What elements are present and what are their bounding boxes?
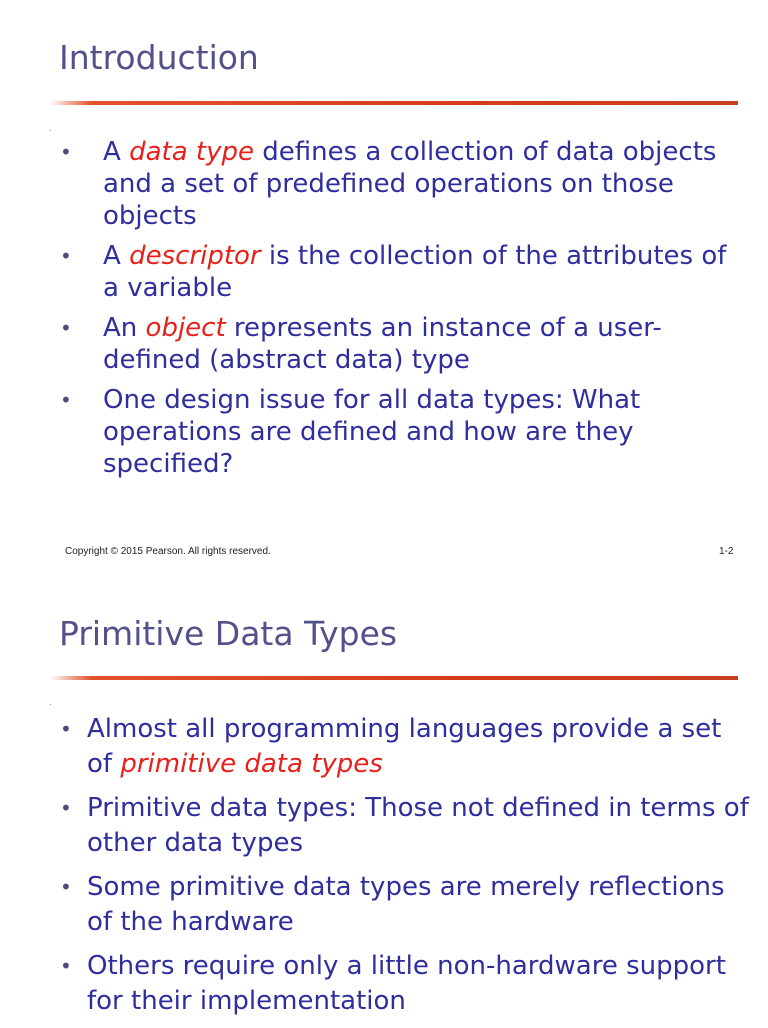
page-number: 1-2 (719, 546, 734, 557)
bullet-text: defines a collection of data objects and a set of predefined operations on those objects (103, 137, 717, 231)
emphasis-term: data type (129, 137, 254, 167)
bullet-text: A (103, 137, 130, 167)
decorative-tick (50, 130, 51, 131)
bullet-text: Almost all programming languages provide a set of (87, 714, 722, 779)
bullet-text: Some primitive data types are merely reflections of the hardware (87, 872, 725, 937)
bullet-text: A (103, 241, 130, 271)
bullet-item (60, 949, 750, 1019)
bullet-text: is the collection of the attributes of a variable (103, 241, 727, 303)
bullet-symbol: • (60, 954, 72, 978)
title-rule (50, 101, 738, 105)
bullet-text: Primitive data types: Those not defined in terms of other data types (87, 793, 749, 858)
decorative-tick (50, 704, 51, 705)
bullet-symbol: • (60, 796, 72, 820)
bullet-list (60, 136, 740, 488)
bullet-text: Others require only a little non-hardware support for their implementation (87, 951, 726, 1016)
bullet-list (60, 712, 750, 1028)
bullet-item (60, 240, 740, 304)
emphasis-term: primitive data types (120, 749, 383, 779)
bullet-symbol: • (60, 717, 72, 741)
slide-primitive-data-types (0, 578, 768, 1024)
bullet-symbol: • (60, 244, 72, 268)
bullet-item (60, 870, 750, 940)
bullet-item (60, 712, 750, 782)
emphasis-term: descriptor (129, 241, 261, 271)
bullet-text: An (103, 313, 146, 343)
emphasis-term: object (145, 313, 226, 343)
bullet-symbol: • (60, 140, 72, 164)
bullet-symbol: • (60, 316, 72, 340)
bullet-item (60, 136, 740, 232)
bullet-symbol: • (60, 875, 72, 899)
bullet-item (60, 791, 750, 861)
bullet-text: One design issue for all data types: What operations are defined and how are they specified? (103, 385, 641, 479)
bullet-item (60, 384, 740, 480)
title-rule (50, 676, 738, 680)
bullet-item (60, 312, 740, 376)
bullet-text: represents an instance of a user-defined (abstract data) type (103, 313, 662, 375)
slide-title: Introduction (59, 38, 259, 77)
bullet-symbol: • (60, 388, 72, 412)
copyright-notice: Copyright © 2015 Pearson. All rights reserved. (65, 546, 271, 557)
slide-title: Primitive Data Types (59, 614, 398, 653)
